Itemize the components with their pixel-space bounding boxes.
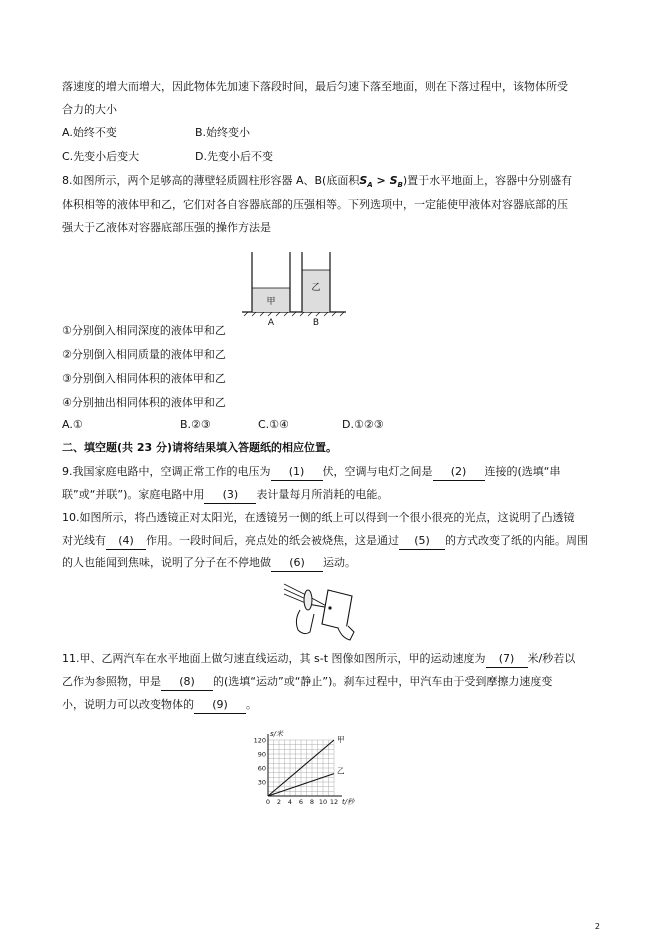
q9-text-d: 联”或“并联”)。家庭电路中用 bbox=[62, 488, 205, 501]
y-axis-label: s/米 bbox=[270, 730, 284, 738]
q7-line1: 落速度的增大而增大，因此物体先加速下落段时间，最后匀速下落至地面，则在下落过程中，该物体所受 bbox=[62, 80, 568, 93]
x-tick-label: 12 bbox=[329, 798, 339, 806]
q10-line3 bbox=[62, 555, 356, 572]
q11-text-c: 乙作为参照物，甲是 bbox=[62, 675, 161, 688]
blank-5[interactable]: (5) bbox=[399, 533, 445, 550]
y-tick-label: 30 bbox=[257, 778, 266, 787]
q7-option-a: A.始终不变 bbox=[62, 126, 117, 139]
q9-text-b: 伏，空调与电灯之间是 bbox=[322, 465, 433, 478]
q10-text-a: 对光线有 bbox=[62, 534, 106, 547]
series-label-jia: 甲 bbox=[337, 735, 345, 744]
q8-line1 bbox=[62, 173, 572, 193]
q8-containers-figure bbox=[240, 250, 350, 328]
s-t-chart bbox=[242, 726, 362, 808]
formula-sub-b: B bbox=[397, 181, 403, 190]
q11-line1 bbox=[62, 651, 575, 668]
blank-4[interactable]: (4) bbox=[106, 533, 146, 550]
q11-text-d: 的(选填“运动”或“静止”)。刹车过程中，甲汽车由于受到摩擦力速度变 bbox=[213, 675, 553, 688]
q11-text-e: 小，说明力可以改变物体的 bbox=[62, 698, 194, 711]
formula-sub-a: A bbox=[367, 181, 373, 190]
formula-gt: > bbox=[372, 174, 390, 187]
x-tick-label: 0 bbox=[265, 798, 271, 806]
page-number: 2 bbox=[594, 922, 600, 931]
label-a: A bbox=[267, 318, 275, 328]
blank-3[interactable]: (3) bbox=[204, 487, 256, 504]
q10-text-e: 运动。 bbox=[323, 556, 356, 569]
x-tick-label: 2 bbox=[276, 798, 282, 806]
label-b: B bbox=[312, 318, 320, 328]
q8-statement-4: ④分别抽出相同体积的液体甲和乙 bbox=[62, 396, 226, 409]
ground-hatch bbox=[244, 312, 344, 316]
q9-text-e: 表计量每月所消耗的电能。 bbox=[256, 488, 389, 501]
convex-lens bbox=[304, 590, 312, 610]
q8-option-a: A.① bbox=[62, 418, 83, 431]
q8-line2: 体积相等的液体甲和乙，它们对各自容器底部的压强相等。下列选项中，一定能使甲液体对容器底部的压 bbox=[62, 198, 568, 211]
q10-text-b: 作用。一段时间后，亮点处的纸会被烧焦，这是通过 bbox=[146, 534, 399, 547]
label-jia: 甲 bbox=[266, 297, 276, 307]
q10-line1: 10.如图所示，将凸透镜正对太阳光，在透镜另一侧的纸上可以得到一个很小很亮的光点，这说明了凸透镜 bbox=[62, 511, 575, 524]
light-spot bbox=[328, 606, 331, 609]
y-tick-label: 120 bbox=[253, 736, 266, 745]
blank-6[interactable]: (6) bbox=[271, 555, 323, 572]
label-yi: 乙 bbox=[311, 283, 321, 293]
q11-line3 bbox=[62, 697, 257, 714]
lens-paper-figure bbox=[280, 578, 358, 646]
formula-s-a: S bbox=[359, 174, 368, 187]
q8-line1-b: )置于水平地面上，容器中分别盛有 bbox=[402, 174, 573, 187]
q9-line1 bbox=[62, 464, 561, 481]
q9-line2 bbox=[62, 487, 388, 504]
q7-option-b: B.始终变小 bbox=[195, 126, 251, 139]
q8-statement-2: ②分别倒入相同质量的液体甲和乙 bbox=[62, 348, 226, 361]
y-tick-label: 90 bbox=[257, 750, 266, 759]
q9-text-a: 9.我国家庭电路中，空调正常工作的电压为 bbox=[62, 465, 271, 478]
hand-left-icon bbox=[296, 610, 314, 634]
series-label-yi: 乙 bbox=[337, 766, 345, 776]
q11-text-a: 11.甲、乙两汽车在水平地面上做匀速直线运动，其 s-t 图像如图所示，甲的运动速度为 bbox=[62, 652, 486, 665]
q8-statement-1: ①分别倒入相同深度的液体甲和乙 bbox=[62, 324, 226, 337]
q8-formula bbox=[359, 174, 403, 190]
formula-s-b: S bbox=[389, 174, 398, 187]
q8-option-c: C.①④ bbox=[258, 418, 289, 431]
q11-text-b: 米/秒若以 bbox=[527, 652, 576, 665]
section-title: 二、填空题(共 23 分)请将结果填入答题纸的相应位置。 bbox=[62, 441, 338, 454]
q11-line2 bbox=[62, 674, 552, 691]
blank-8[interactable]: (8) bbox=[161, 674, 213, 691]
q8-option-b: B.②③ bbox=[180, 418, 211, 431]
q8-line3: 强大于乙液体对容器底部压强的操作方法是 bbox=[62, 221, 271, 234]
q10-text-d: 的人也能闻到焦味，说明了分子在不停地做 bbox=[62, 556, 271, 569]
q11-text-f: 。 bbox=[246, 698, 257, 711]
q8-option-d: D.①②③ bbox=[342, 418, 384, 431]
q10-line2 bbox=[62, 533, 588, 550]
q7-line2: 合力的大小 bbox=[62, 103, 117, 116]
x-axis-label: t/秒 bbox=[342, 798, 355, 806]
x-tick-label: 4 bbox=[287, 798, 293, 806]
hand-right-icon bbox=[338, 626, 354, 640]
blank-1[interactable]: (1) bbox=[271, 464, 323, 481]
q8-line1-a: 8.如图所示，两个足够高的薄壁轻质圆柱形容器 A、B(底面积 bbox=[62, 174, 360, 187]
paper-sheet bbox=[322, 590, 352, 630]
x-tick-label: 8 bbox=[309, 798, 315, 806]
blank-9[interactable]: (9) bbox=[194, 697, 246, 714]
q7-option-c: C.先变小后变大 bbox=[62, 150, 140, 163]
x-tick-label: 6 bbox=[298, 798, 304, 806]
q8-statement-3: ③分别倒入相同体积的液体甲和乙 bbox=[62, 372, 226, 385]
q10-text-c: 的方式改变了纸的内能。周围 bbox=[445, 534, 588, 547]
x-tick-label: 10 bbox=[318, 798, 328, 806]
q7-option-d: D.先变小后不变 bbox=[195, 150, 273, 163]
blank-7[interactable]: (7) bbox=[486, 651, 528, 668]
blank-2[interactable]: (2) bbox=[433, 464, 485, 481]
y-tick-label: 60 bbox=[257, 764, 266, 773]
q9-text-c: 连接的(选填“串 bbox=[484, 465, 561, 478]
